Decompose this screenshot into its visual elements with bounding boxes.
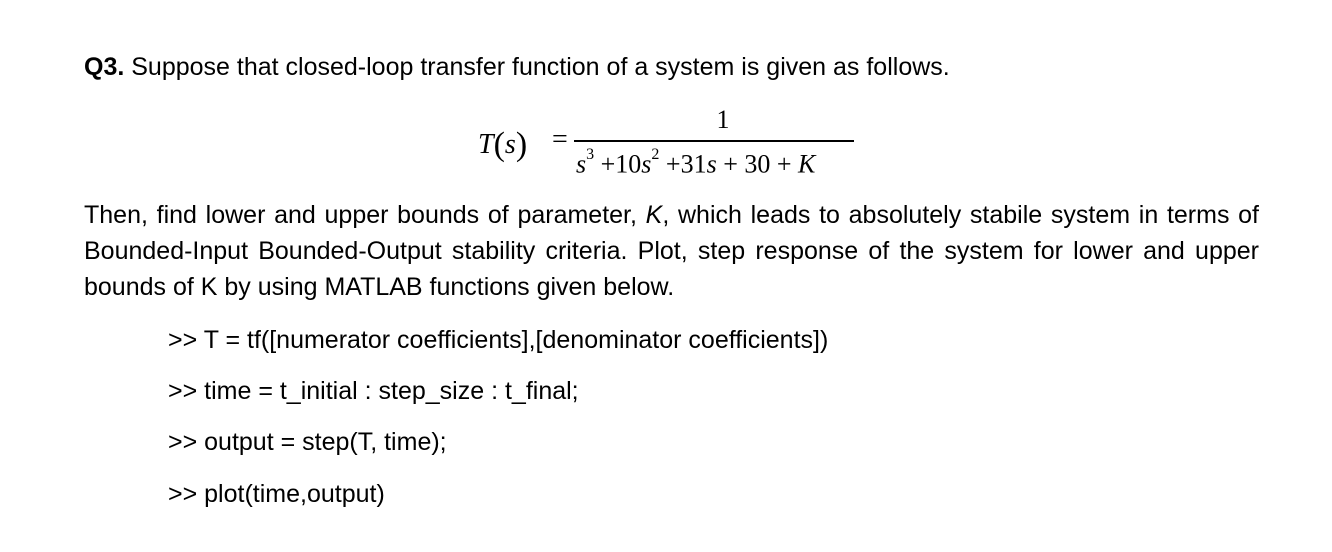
question-text: Suppose that closed-loop transfer function of a system is given as follows. [124, 53, 950, 81]
lhs-variable: s [504, 129, 516, 160]
code-line-plot: >> plot(time,output) [168, 480, 385, 508]
numerator: 1 [716, 105, 730, 134]
question-number: Q3. [84, 53, 125, 81]
equation-lhs: T(s) [478, 126, 528, 163]
code-line-tf: >> T = tf([numerator coefficients],[denominator coefficients]) [168, 326, 829, 354]
lhs-function: T [478, 129, 494, 160]
code-line-step: >> output = step(T, time); [168, 428, 447, 456]
transfer-function-equation [478, 104, 878, 184]
question-heading [84, 50, 950, 84]
fraction [572, 104, 854, 181]
parameter-k: K [645, 201, 663, 229]
instructions-paragraph: Then, find lower and upper bounds of parameter, K, which leads to absolutely stabile system in terms of Bounded-Input Bounded-Output stability criteria. Plot, step response of the system for lower and upper bounds of K by using MATLAB functions given below. [84, 201, 1259, 301]
denominator: $s^3 +10s^2 +31s + 30 + K$ [576, 145, 816, 179]
equals-sign: = [552, 124, 568, 155]
code-line-time: >> time = t_initial : step_size : t_final; [168, 377, 579, 405]
